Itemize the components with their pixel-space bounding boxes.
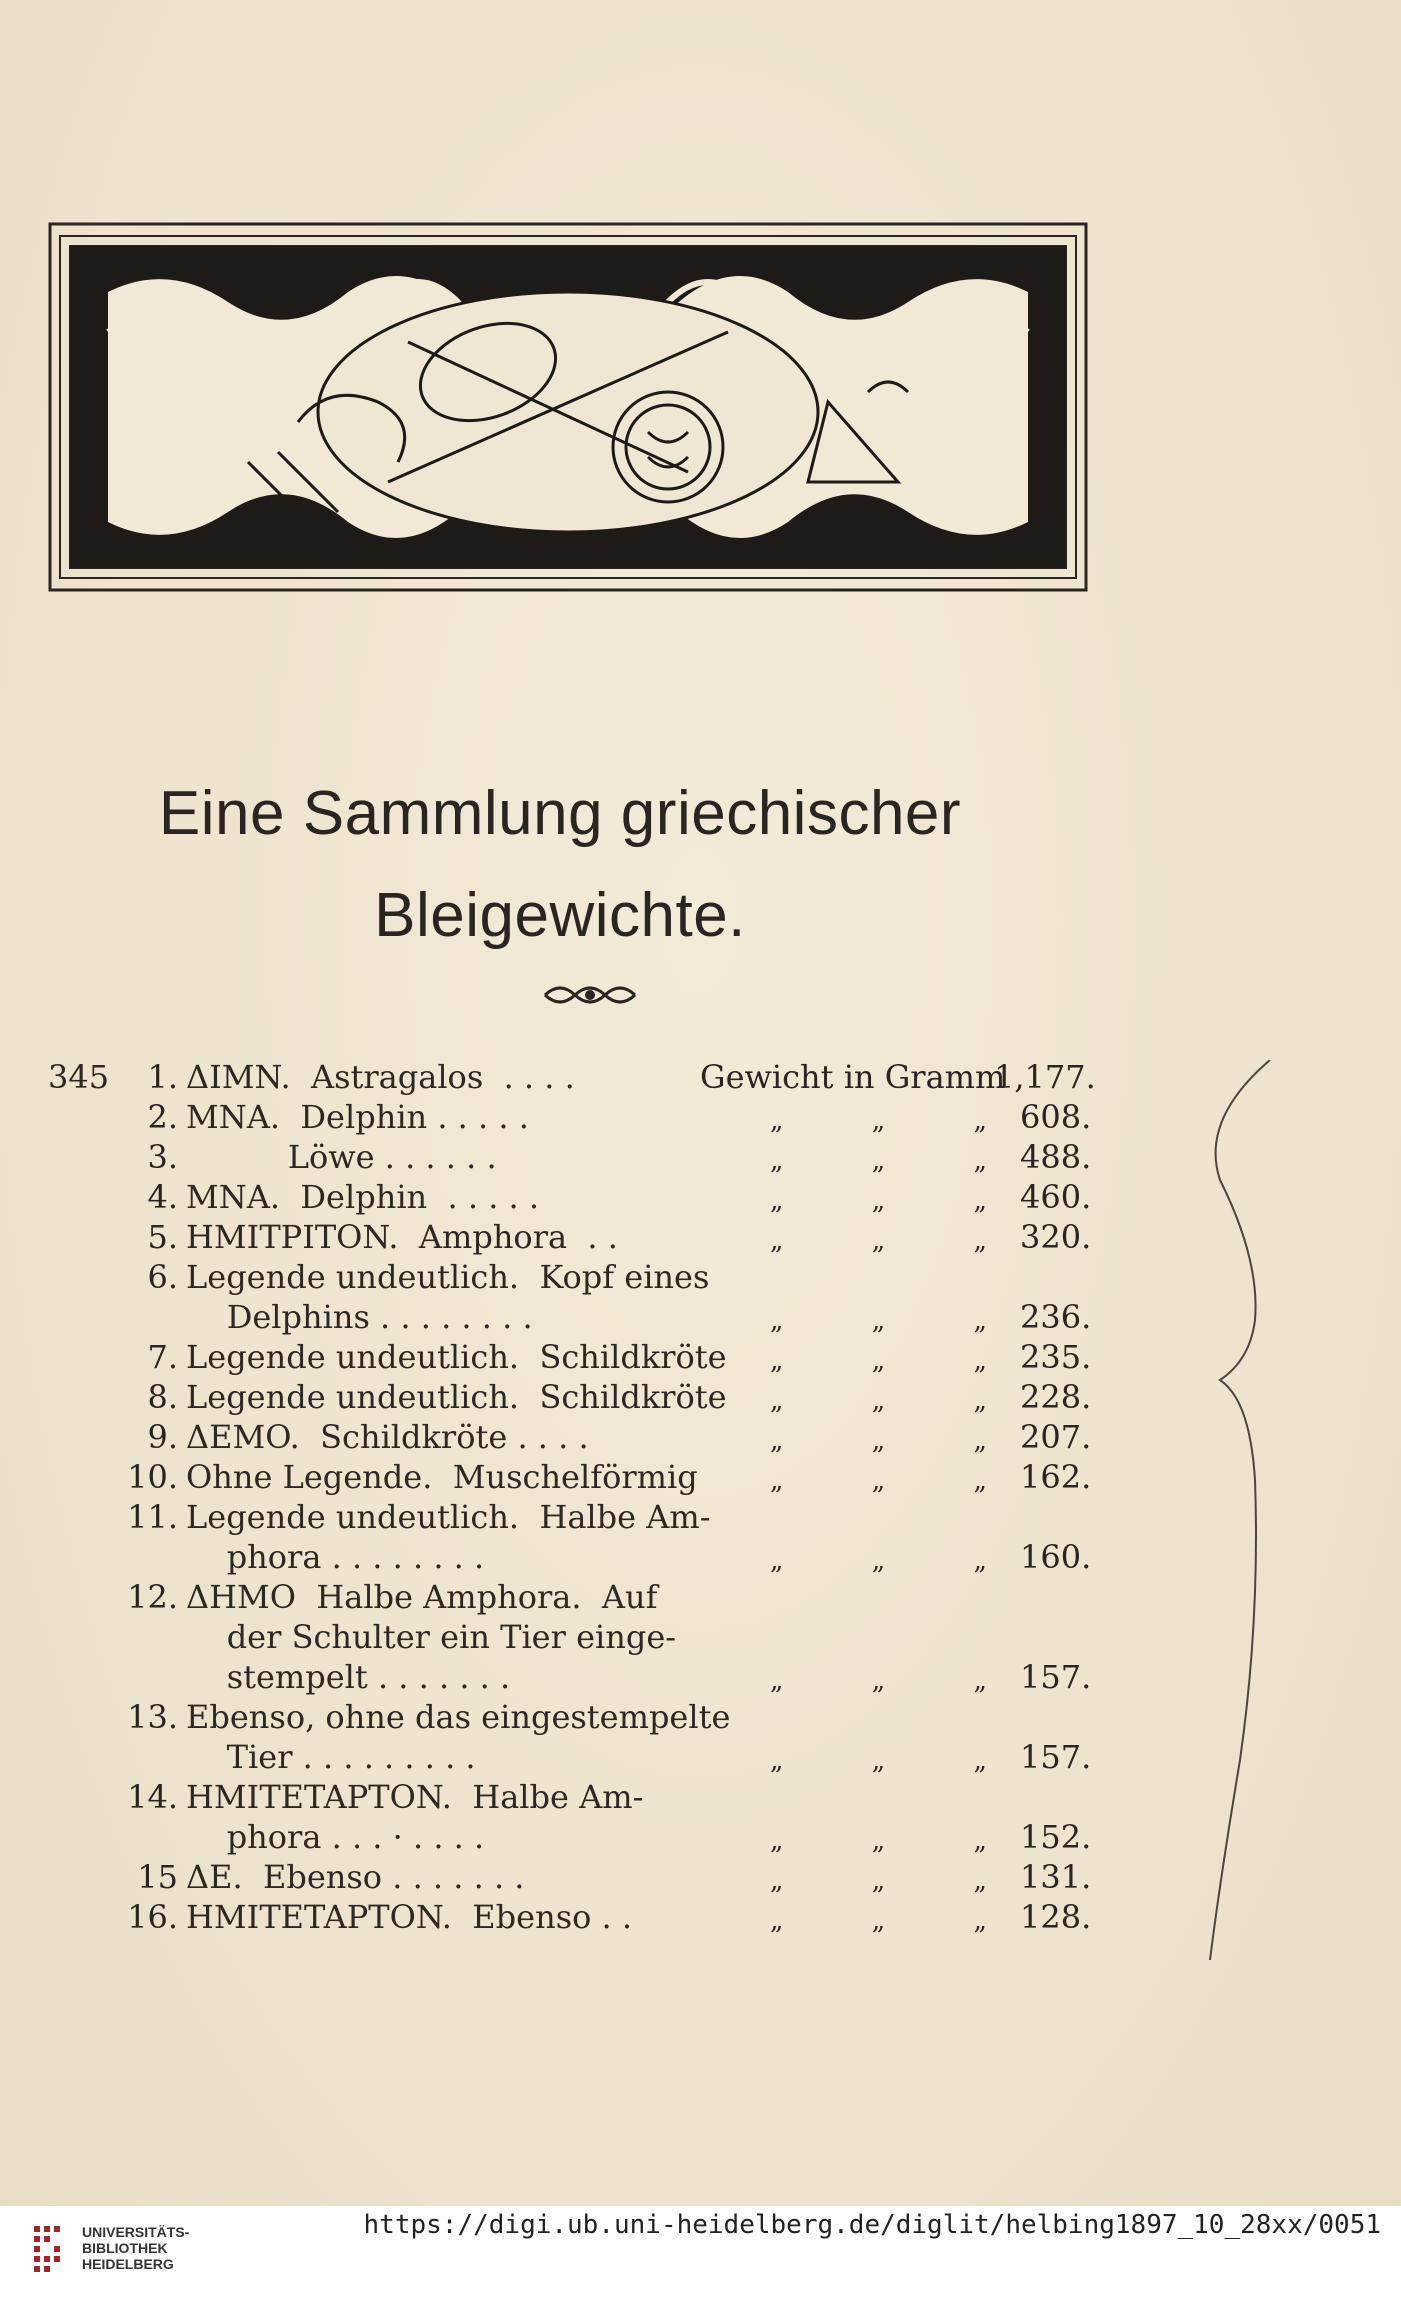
- item-weight-value: 228.: [1020, 1378, 1092, 1416]
- ditto-marks: „ „ „: [770, 1226, 1027, 1256]
- ditto-marks: „ „ „: [770, 1146, 1027, 1176]
- margin-number: 345: [48, 1058, 110, 1096]
- item-weight-value: 162.: [1020, 1458, 1092, 1496]
- item-description: HMITETAPTON. Ebenso . .: [186, 1898, 633, 1936]
- ditto-marks: „ „ „: [770, 1826, 1027, 1856]
- item-description: HMITPITON. Amphora . .: [186, 1218, 618, 1256]
- item-number: 13.: [127, 1698, 178, 1736]
- library-logo-icon: [32, 2222, 70, 2282]
- ditto-marks: „ „ „: [770, 1426, 1027, 1456]
- page-title-line1: Eine Sammlung griechischer: [158, 779, 962, 848]
- item-number: 12.: [127, 1578, 178, 1616]
- item-number: 3.: [147, 1138, 178, 1176]
- item-description: Legende undeutlich. Schildkröte: [186, 1338, 727, 1376]
- item-description: HMITETAPTON. Halbe Am-: [186, 1778, 644, 1816]
- library-name: [82, 2224, 189, 2272]
- item-weight-value: 1,177.: [994, 1058, 1096, 1096]
- item-weight-value: 128.: [1020, 1898, 1092, 1936]
- item-description: Löwe . . . . . .: [186, 1138, 497, 1176]
- item-description: Legende undeutlich. Kopf eines: [186, 1258, 710, 1296]
- item-number: 9.: [147, 1418, 178, 1456]
- item-description: ΔIMN. Astragalos . . . .: [186, 1058, 575, 1096]
- item-number: 16.: [127, 1898, 178, 1936]
- ornament-divider-image: [540, 980, 640, 1010]
- weight-header-label: Gewicht in Gramm: [700, 1058, 1006, 1096]
- source-url-link[interactable]: https://digi.ub.uni-heidelberg.de/diglit/helbing1897_10_28xx/0051: [363, 2210, 1381, 2240]
- ditto-marks: „ „ „: [770, 1386, 1027, 1416]
- item-weight-value: 460.: [1020, 1178, 1092, 1216]
- item-weight-value: 488.: [1020, 1138, 1092, 1176]
- library-line1: UNIVERSITÄTS-: [82, 2224, 190, 2240]
- ditto-marks: „ „ „: [770, 1906, 1027, 1936]
- item-description: phora . . . · . . . .: [186, 1818, 485, 1856]
- ditto-marks: „ „ „: [770, 1346, 1027, 1376]
- library-line3: HEIDELBERG: [82, 2256, 174, 2272]
- item-weight-value: 157.: [1020, 1738, 1092, 1776]
- ditto-marks: „ „ „: [770, 1746, 1027, 1776]
- item-description: Ebenso, ohne das eingestempelte: [186, 1698, 731, 1736]
- item-weight-value: 207.: [1020, 1418, 1092, 1456]
- item-description: ΔHMO Halbe Amphora. Auf: [186, 1578, 658, 1616]
- item-description: Ohne Legende. Muschelförmig: [186, 1458, 698, 1496]
- ornament-header-image: [48, 222, 1088, 592]
- ditto-marks: „ „ „: [770, 1666, 1027, 1696]
- item-weight-value: 608.: [1020, 1098, 1092, 1136]
- item-number: 7.: [147, 1338, 178, 1376]
- item-number: 5.: [147, 1218, 178, 1256]
- item-number: 11.: [127, 1498, 178, 1536]
- item-description: ΔEMO. Schildkröte . . . .: [186, 1418, 589, 1456]
- ditto-marks: „ „ „: [770, 1546, 1027, 1576]
- item-weight-value: 320.: [1020, 1218, 1092, 1256]
- item-description: MNA. Delphin . . . . .: [186, 1098, 529, 1136]
- item-number: 15: [137, 1858, 178, 1896]
- item-description: MNA. Delphin . . . . .: [186, 1178, 540, 1216]
- item-weight-value: 160.: [1020, 1538, 1092, 1576]
- item-number: 2.: [147, 1098, 178, 1136]
- item-number: 6.: [147, 1258, 178, 1296]
- item-description: Legende undeutlich. Halbe Am-: [186, 1498, 711, 1536]
- item-number: 8.: [147, 1378, 178, 1416]
- ditto-marks: „ „ „: [770, 1866, 1027, 1896]
- item-weight-value: 235.: [1020, 1338, 1092, 1376]
- item-description: ΔE. Ebenso . . . . . . .: [186, 1858, 525, 1896]
- item-description: stempelt . . . . . . .: [186, 1658, 511, 1696]
- item-weight-value: 131.: [1020, 1858, 1092, 1896]
- ditto-marks: „ „ „: [770, 1306, 1027, 1336]
- item-number: 4.: [147, 1178, 178, 1216]
- item-description: phora . . . . . . . .: [186, 1538, 485, 1576]
- item-number: 1.: [147, 1058, 178, 1096]
- item-number: 10.: [127, 1458, 178, 1496]
- item-description: Legende undeutlich. Schildkröte: [186, 1378, 727, 1416]
- item-weight-value: 236.: [1020, 1298, 1092, 1336]
- item-number: 14.: [127, 1778, 178, 1816]
- library-line2: BIBLIOTHEK: [82, 2240, 168, 2256]
- ditto-marks: „ „ „: [770, 1106, 1027, 1136]
- page-title-line2: Bleigewichte.: [374, 881, 746, 950]
- item-description: der Schulter ein Tier einge-: [186, 1618, 677, 1656]
- item-description: Delphins . . . . . . . .: [186, 1298, 533, 1336]
- item-weight-value: 152.: [1020, 1818, 1092, 1856]
- ditto-marks: „ „ „: [770, 1466, 1027, 1496]
- ditto-marks: „ „ „: [770, 1186, 1027, 1216]
- item-description: Tier . . . . . . . . .: [186, 1738, 476, 1776]
- item-weight-value: 157.: [1020, 1658, 1092, 1696]
- pencil-bracket-mark: [1180, 1060, 1300, 1960]
